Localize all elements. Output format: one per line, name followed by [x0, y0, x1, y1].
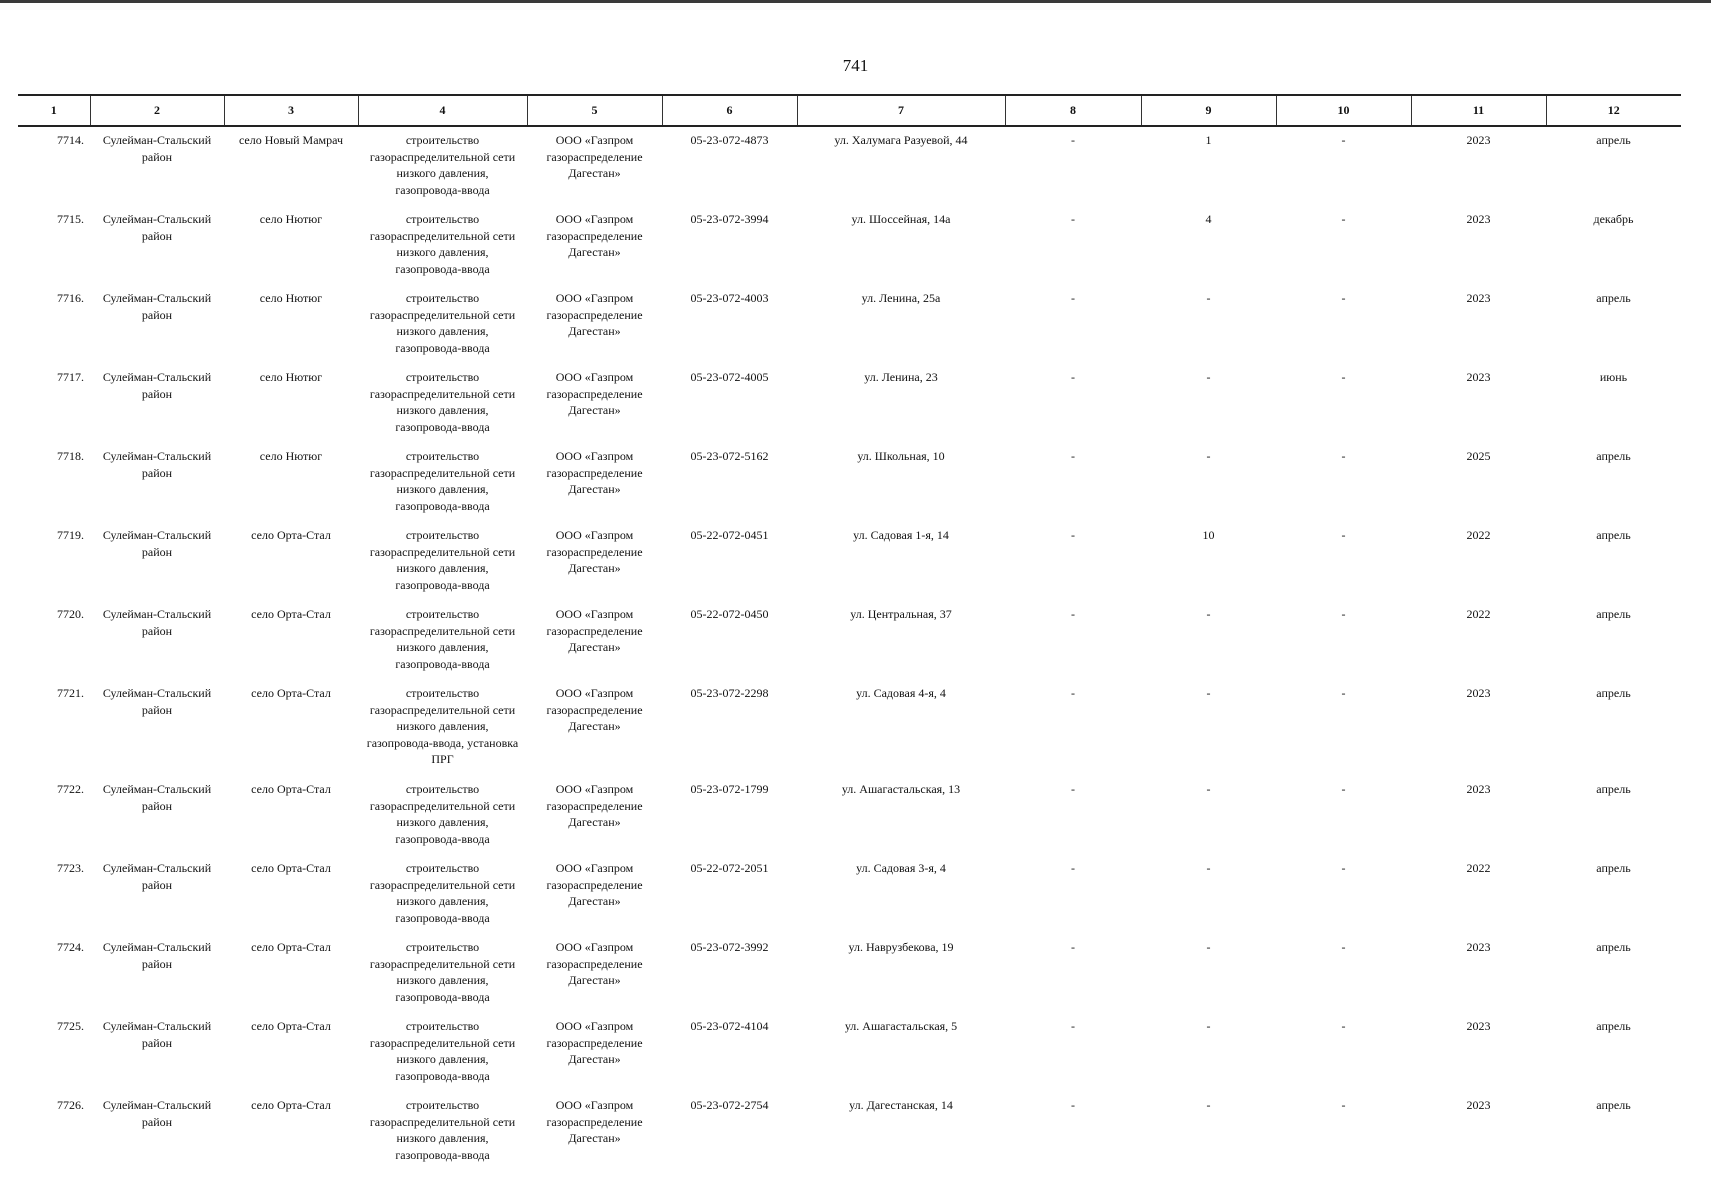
row-number-cell: 7716.: [57, 291, 84, 305]
district-cell: Сулейман-Стальский район: [102, 782, 212, 813]
col8-cell: -: [1071, 133, 1075, 147]
work-type-cell: строительство газораспределительной сети низкого давления, газопровода-ввода: [369, 782, 516, 846]
settlement-cell: село Орта-Стал: [251, 1019, 331, 1033]
month-cell: апрель: [1596, 1019, 1631, 1033]
row-number-cell: 7719.: [57, 528, 84, 542]
col10-cell: -: [1341, 607, 1346, 621]
district-cell: Сулейман-Стальский район: [102, 686, 212, 717]
address-cell: ул. Халумага Разуевой, 44: [834, 133, 968, 147]
work-type-cell: строительство газораспределительной сети низкого давления, газопровода-ввода: [369, 449, 516, 513]
district-cell: Сулейман-Стальский район: [102, 1098, 212, 1129]
month-cell: апрель: [1596, 291, 1631, 305]
table-row: [18, 126, 1681, 206]
settlement-cell: село Нютюг: [259, 370, 323, 384]
district-cell: Сулейман-Стальский район: [102, 212, 212, 243]
work-type-cell: строительство газораспределительной сети низкого давления, газопровода-ввода: [369, 528, 516, 592]
col10-cell: -: [1341, 528, 1346, 542]
row-number-cell: 7726.: [57, 1098, 84, 1112]
year-cell: 2023: [1466, 133, 1491, 147]
address-cell: ул. Наврузбекова, 19: [848, 940, 954, 954]
settlement-cell: село Нютюг: [259, 291, 323, 305]
organization-cell: ООО «Газпром газораспределение Дагестан»: [546, 607, 643, 654]
address-cell: ул. Дагестанская, 14: [849, 1098, 953, 1112]
table-row: [18, 1013, 1681, 1092]
col9-cell: -: [1206, 686, 1211, 700]
col10-cell: -: [1341, 212, 1346, 226]
organization-cell: ООО «Газпром газораспределение Дагестан»: [546, 686, 643, 733]
organization-cell: ООО «Газпром газораспределение Дагестан»: [546, 1098, 643, 1145]
organization-cell: ООО «Газпром газораспределение Дагестан»: [546, 291, 643, 338]
year-cell: 2023: [1466, 291, 1491, 305]
settlement-cell: село Нютюг: [259, 212, 323, 226]
object-code-cell: 05-23-072-4104: [690, 1019, 769, 1033]
organization-cell: ООО «Газпром газораспределение Дагестан»: [546, 449, 643, 496]
object-code-cell: 05-23-072-3992: [690, 940, 769, 954]
object-code-cell: 05-22-072-0450: [690, 607, 769, 621]
year-cell: 2023: [1466, 940, 1491, 954]
year-cell: 2022: [1466, 607, 1491, 621]
table-row: [18, 934, 1681, 1013]
column-header: 12: [1546, 95, 1681, 126]
table-row: [18, 855, 1681, 934]
row-number-cell: 7715.: [57, 212, 84, 226]
address-cell: ул. Ашагастальская, 5: [844, 1019, 958, 1033]
address-cell: ул. Ленина, 25а: [861, 291, 941, 305]
table-row: [18, 364, 1681, 443]
organization-cell: ООО «Газпром газораспределение Дагестан»: [546, 782, 643, 829]
table-row: [18, 1092, 1681, 1171]
object-code-cell: 05-23-072-4003: [690, 291, 769, 305]
settlement-cell: село Орта-Стал: [251, 1098, 331, 1112]
district-cell: Сулейман-Стальский район: [102, 607, 212, 638]
settlement-cell: село Орта-Стал: [251, 782, 331, 796]
month-cell: апрель: [1596, 940, 1631, 954]
organization-cell: ООО «Газпром газораспределение Дагестан»: [546, 940, 643, 987]
col8-cell: -: [1071, 607, 1075, 621]
district-cell: Сулейман-Стальский район: [102, 1019, 212, 1050]
address-cell: ул. Школьная, 10: [857, 449, 945, 463]
col8-cell: -: [1071, 528, 1075, 542]
year-cell: 2023: [1466, 212, 1491, 226]
object-code-cell: 05-23-072-3994: [690, 212, 769, 226]
table-row: [18, 522, 1681, 601]
col8-cell: -: [1071, 449, 1075, 463]
table-header: [18, 95, 1681, 126]
organization-cell: ООО «Газпром газораспределение Дагестан»: [546, 133, 643, 180]
col8-cell: -: [1071, 212, 1075, 226]
settlement-cell: село Орта-Стал: [251, 607, 331, 621]
organization-cell: ООО «Газпром газораспределение Дагестан»: [546, 1019, 643, 1066]
col8-cell: -: [1071, 1098, 1075, 1112]
row-number-cell: 7723.: [57, 861, 84, 875]
row-number-cell: 7717.: [57, 370, 84, 384]
work-type-cell: строительство газораспределительной сети низкого давления, газопровода-ввода, установка ПРГ: [366, 686, 519, 766]
work-type-cell: строительство газораспределительной сети низкого давления, газопровода-ввода: [369, 940, 516, 1004]
col10-cell: -: [1341, 1098, 1346, 1112]
col9-cell: -: [1206, 1019, 1211, 1033]
column-header: 10: [1276, 95, 1411, 126]
district-cell: Сулейман-Стальский район: [102, 528, 212, 559]
month-cell: апрель: [1596, 607, 1631, 621]
month-cell: апрель: [1596, 782, 1631, 796]
year-cell: 2023: [1466, 686, 1491, 700]
col9-cell: -: [1206, 449, 1211, 463]
col10-cell: -: [1341, 940, 1346, 954]
row-number-cell: 7721.: [57, 686, 84, 700]
column-header: 6: [662, 95, 797, 126]
column-header: 7: [797, 95, 1005, 126]
object-code-cell: 05-23-072-4873: [690, 133, 769, 147]
object-code-cell: 05-23-072-2298: [690, 686, 769, 700]
organization-cell: ООО «Газпром газораспределение Дагестан»: [546, 528, 643, 575]
object-code-cell: 05-22-072-0451: [690, 528, 769, 542]
year-cell: 2025: [1466, 449, 1491, 463]
col10-cell: -: [1341, 133, 1346, 147]
month-cell: апрель: [1596, 133, 1631, 147]
district-cell: Сулейман-Стальский район: [102, 133, 212, 164]
column-header: 11: [1411, 95, 1546, 126]
address-cell: ул. Садовая 4-я, 4: [856, 686, 946, 700]
col9-cell: -: [1206, 782, 1211, 796]
column-header: 4: [358, 95, 527, 126]
col9-cell: 4: [1205, 212, 1212, 226]
page-top-border: [0, 0, 1711, 3]
col9-cell: 10: [1202, 528, 1215, 542]
col8-cell: -: [1071, 861, 1075, 875]
col8-cell: -: [1071, 782, 1075, 796]
district-cell: Сулейман-Стальский район: [102, 291, 212, 322]
month-cell: апрель: [1596, 1098, 1631, 1112]
settlement-cell: село Орта-Стал: [251, 528, 331, 542]
year-cell: 2022: [1466, 528, 1491, 542]
month-cell: апрель: [1596, 686, 1631, 700]
object-code-cell: 05-23-072-1799: [690, 782, 769, 796]
organization-cell: ООО «Газпром газораспределение Дагестан»: [546, 861, 643, 908]
year-cell: 2023: [1466, 1098, 1491, 1112]
col10-cell: -: [1341, 782, 1346, 796]
col10-cell: -: [1341, 370, 1346, 384]
object-code-cell: 05-22-072-2051: [690, 861, 769, 875]
col10-cell: -: [1341, 686, 1346, 700]
col10-cell: -: [1341, 1019, 1346, 1033]
work-type-cell: строительство газораспределительной сети низкого давления, газопровода-ввода: [369, 861, 516, 925]
gasification-table: [18, 94, 1681, 1171]
column-header: 9: [1141, 95, 1276, 126]
address-cell: ул. Садовая 3-я, 4: [856, 861, 946, 875]
col9-cell: -: [1206, 607, 1211, 621]
row-number-cell: 7722.: [57, 782, 84, 796]
work-type-cell: строительство газораспределительной сети низкого давления, газопровода-ввода: [369, 1098, 516, 1162]
header-row: [18, 95, 1681, 126]
work-type-cell: строительство газораспределительной сети низкого давления, газопровода-ввода: [369, 370, 516, 434]
district-cell: Сулейман-Стальский район: [102, 940, 212, 971]
work-type-cell: строительство газораспределительной сети низкого давления, газопровода-ввода: [369, 607, 516, 671]
column-header: 2: [90, 95, 224, 126]
table-row: [18, 776, 1681, 855]
col9-cell: -: [1206, 1098, 1211, 1112]
work-type-cell: строительство газораспределительной сети низкого давления, газопровода-ввода: [369, 291, 516, 355]
year-cell: 2023: [1466, 1019, 1491, 1033]
col10-cell: -: [1341, 449, 1346, 463]
settlement-cell: село Новый Мамрач: [238, 133, 344, 147]
col10-cell: -: [1341, 291, 1346, 305]
row-number-cell: 7724.: [57, 940, 84, 954]
month-cell: декабрь: [1593, 212, 1634, 226]
address-cell: ул. Центральная, 37: [850, 607, 952, 621]
object-code-cell: 05-23-072-5162: [690, 449, 769, 463]
district-cell: Сулейман-Стальский район: [102, 861, 212, 892]
work-type-cell: строительство газораспределительной сети низкого давления, газопровода-ввода: [369, 133, 516, 197]
row-number-cell: 7714.: [57, 133, 84, 147]
organization-cell: ООО «Газпром газораспределение Дагестан»: [546, 370, 643, 417]
object-code-cell: 05-23-072-2754: [690, 1098, 769, 1112]
settlement-cell: село Нютюг: [259, 449, 323, 463]
month-cell: апрель: [1596, 449, 1631, 463]
col8-cell: -: [1071, 370, 1075, 384]
address-cell: ул. Шоссейная, 14а: [851, 212, 951, 226]
object-code-cell: 05-23-072-4005: [690, 370, 769, 384]
address-cell: ул. Садовая 1-я, 14: [853, 528, 949, 542]
col9-cell: -: [1206, 370, 1211, 384]
year-cell: 2022: [1466, 861, 1491, 875]
settlement-cell: село Орта-Стал: [251, 686, 331, 700]
col9-cell: 1: [1205, 133, 1212, 147]
year-cell: 2023: [1466, 782, 1491, 796]
row-number-cell: 7720.: [57, 607, 84, 621]
col9-cell: -: [1206, 940, 1211, 954]
table-body: [18, 126, 1681, 1171]
district-cell: Сулейман-Стальский район: [102, 449, 212, 480]
settlement-cell: село Орта-Стал: [251, 861, 331, 875]
work-type-cell: строительство газораспределительной сети низкого давления, газопровода-ввода: [369, 1019, 516, 1083]
organization-cell: ООО «Газпром газораспределение Дагестан»: [546, 212, 643, 259]
table-row: [18, 680, 1681, 776]
district-cell: Сулейман-Стальский район: [102, 370, 212, 401]
month-cell: апрель: [1596, 528, 1631, 542]
col9-cell: -: [1206, 861, 1211, 875]
col8-cell: -: [1071, 1019, 1075, 1033]
table-row: [18, 443, 1681, 522]
address-cell: ул. Ленина, 23: [864, 370, 938, 384]
column-header: 5: [527, 95, 662, 126]
page-number: 741: [842, 56, 869, 75]
month-cell: апрель: [1596, 861, 1631, 875]
col10-cell: -: [1341, 861, 1346, 875]
table-row: [18, 206, 1681, 285]
settlement-cell: село Орта-Стал: [251, 940, 331, 954]
column-header: 3: [224, 95, 358, 126]
column-header: 8: [1005, 95, 1141, 126]
row-number-cell: 7718.: [57, 449, 84, 463]
col9-cell: -: [1206, 291, 1211, 305]
col8-cell: -: [1071, 940, 1075, 954]
col8-cell: -: [1071, 291, 1075, 305]
work-type-cell: строительство газораспределительной сети низкого давления, газопровода-ввода: [369, 212, 516, 276]
col8-cell: -: [1071, 686, 1075, 700]
row-number-cell: 7725.: [57, 1019, 84, 1033]
table-row: [18, 601, 1681, 680]
table-row: [18, 285, 1681, 364]
month-cell: июнь: [1599, 370, 1628, 384]
column-header: 1: [18, 95, 90, 126]
address-cell: ул. Ашагастальская, 13: [841, 782, 961, 796]
year-cell: 2023: [1466, 370, 1491, 384]
